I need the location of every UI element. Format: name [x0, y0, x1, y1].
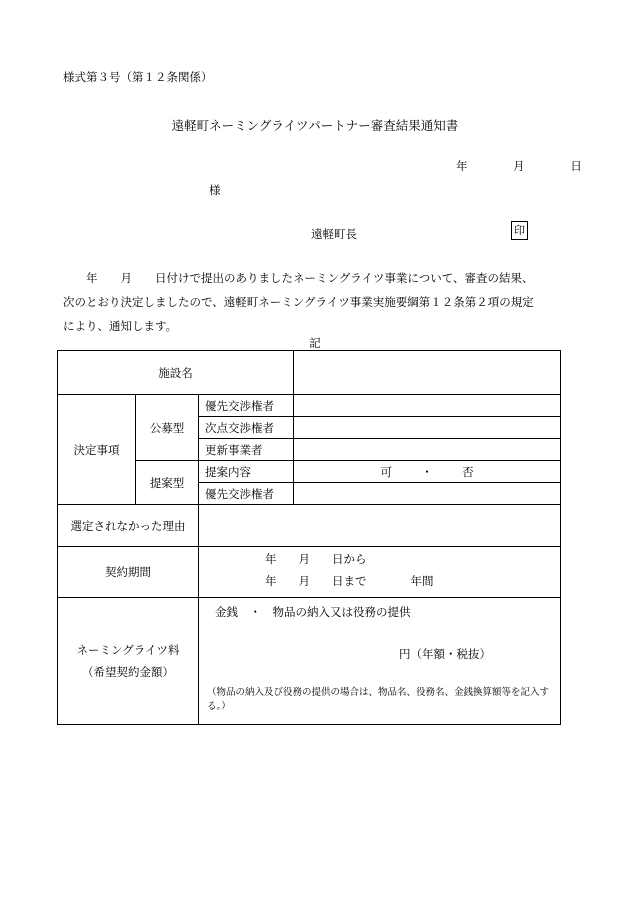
- priority-negotiator-label: 優先交渉権者: [199, 395, 294, 417]
- date-month: 月: [513, 159, 525, 173]
- not-selected-reason-value[interactable]: [199, 505, 561, 547]
- secondary-negotiator-label: 次点交渉権者: [199, 417, 294, 439]
- public-type-label: 公募型: [136, 395, 199, 461]
- proposal-type-label: 提案型: [136, 461, 199, 505]
- option-separator: ・: [421, 464, 433, 479]
- reject-option[interactable]: 否: [462, 464, 474, 479]
- seal-mark: 印: [511, 221, 528, 240]
- fee-options[interactable]: 金銭 ・ 物品の納入又は役務の提供: [215, 605, 411, 619]
- secondary-negotiator-value[interactable]: [294, 417, 561, 439]
- fee-value[interactable]: [199, 598, 561, 725]
- proposal-priority-value[interactable]: [294, 483, 561, 505]
- body-line-3: により、通知します。: [63, 319, 178, 333]
- contract-start-line: 年 月 日から: [265, 552, 367, 566]
- date-line: [456, 158, 604, 174]
- fee-note: （物品の納入及び役務の提供の場合は、物品名、役務名、金銭換算額等を記入する。）: [207, 687, 550, 712]
- ki-heading: 記: [309, 336, 321, 350]
- decision-label: 決定事項: [58, 395, 136, 505]
- renewal-operator-value[interactable]: [294, 439, 561, 461]
- fee-label-line-1: ネーミングライツ料: [76, 643, 180, 657]
- notification-body: [63, 266, 583, 338]
- fee-label-line-2: （希望契約金額）: [82, 665, 174, 679]
- priority-negotiator-value[interactable]: [294, 395, 561, 417]
- sender-name: 遠軽町長: [311, 227, 357, 241]
- proposal-content-label: 提案内容: [199, 461, 294, 483]
- proposal-priority-label: 優先交渉権者: [199, 483, 294, 505]
- renewal-operator-label: 更新事業者: [199, 439, 294, 461]
- fee-label: [58, 598, 199, 725]
- proposal-content-value[interactable]: [294, 461, 561, 483]
- result-table: [57, 350, 561, 725]
- facility-name-label: 施設名: [58, 351, 294, 395]
- body-line-1: 年 月 日付けで提出のありましたネーミングライツ事業について、審査の結果、: [63, 271, 534, 285]
- contract-period-label: 契約期間: [58, 547, 199, 598]
- approve-option[interactable]: 可: [380, 464, 392, 479]
- date-day: 日: [570, 159, 582, 173]
- document-title: 遠軽町ネーミングライツパートナー審査結果通知書: [171, 118, 459, 133]
- contract-end-line: 年 月 日まで 年間: [265, 574, 434, 588]
- body-line-2: 次のとおり決定しましたので、遠軽町ネーミングライツ事業実施要綱第１２条第２項の規定: [63, 295, 534, 309]
- fee-unit: 円（年額・税抜）: [399, 647, 491, 661]
- contract-years: 年間: [410, 574, 434, 588]
- date-year: 年: [456, 159, 468, 173]
- recipient-suffix: 様: [209, 183, 221, 197]
- not-selected-reason-label: 選定されなかった理由: [58, 505, 199, 547]
- contract-period-value[interactable]: [199, 547, 561, 598]
- facility-name-value[interactable]: [294, 351, 561, 395]
- form-number: 様式第３号（第１２条関係）: [63, 70, 213, 84]
